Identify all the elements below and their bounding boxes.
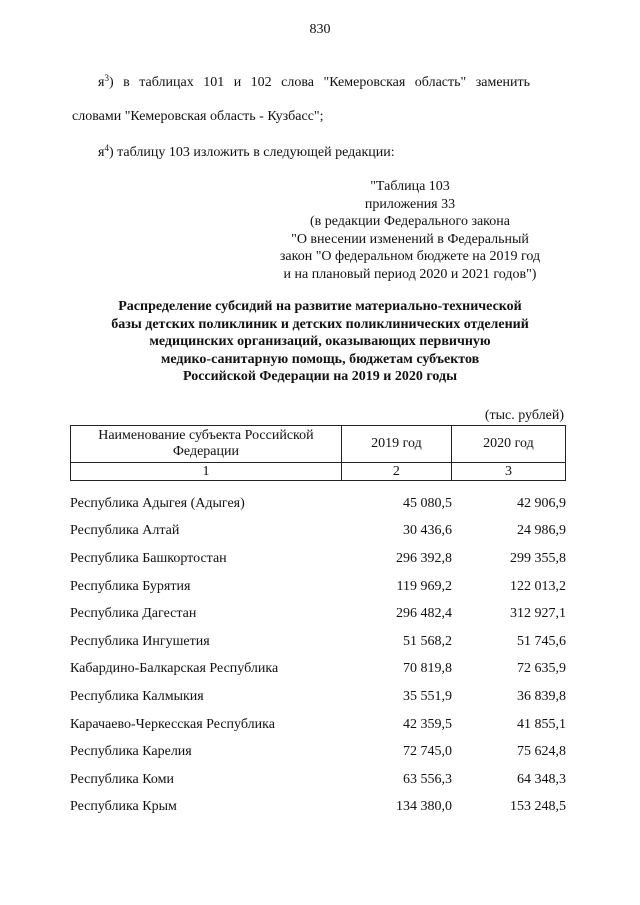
region-name: Республика Карелия: [70, 744, 192, 760]
table-row: [70, 545, 566, 573]
table-row: [70, 490, 566, 518]
table-row: [70, 600, 566, 628]
value-2020: 36 839,8: [517, 688, 566, 704]
reference-line: "О внесении изменений в Федеральный: [291, 231, 529, 247]
value-2020: 312 927,1: [510, 606, 566, 622]
region-name: Республика Алтай: [70, 523, 180, 539]
value-2019: 296 392,8: [396, 550, 452, 566]
value-2019: 45 080,5: [403, 495, 452, 511]
amendment-marker: я: [98, 75, 105, 90]
value-2019: 72 745,0: [403, 744, 452, 760]
page-number: 830: [309, 22, 331, 37]
table-row: [70, 656, 566, 684]
title-line: медико-санитарную помощь, бюджетам субъектов: [160, 351, 480, 367]
title-line: Российской Федерации на 2019 и 2020 годы: [182, 369, 457, 384]
value-2020: 299 355,8: [510, 550, 566, 566]
value-2020: 24 986,9: [517, 523, 566, 539]
table-row: [70, 711, 566, 739]
value-2019: 134 380,0: [396, 799, 452, 815]
region-name: Республика Крым: [70, 799, 177, 815]
column-number: 3: [451, 463, 565, 481]
table-row: [70, 766, 566, 794]
title-line: базы детских поликлиник и детских поликлинических отделений: [111, 316, 529, 332]
amendment-marker: я: [98, 145, 105, 160]
table-body: [70, 490, 566, 821]
region-name: Республика Дагестан: [70, 606, 197, 622]
table-row: [70, 628, 566, 656]
column-header-region: Наименование субъекта Российской Федерации: [71, 426, 342, 463]
value-2019: 35 551,9: [403, 688, 452, 704]
value-2019: 51 568,2: [403, 633, 452, 649]
title-line: медицинских организаций, оказывающих первичную: [149, 334, 491, 349]
region-name: Республика Башкортостан: [70, 550, 227, 566]
amendment-paragraph-1: [98, 75, 530, 91]
value-2019: 70 819,8: [403, 661, 452, 677]
value-2020: 41 855,1: [517, 716, 566, 732]
value-2020: 72 635,9: [517, 661, 566, 677]
value-2020: 122 013,2: [510, 578, 566, 594]
value-2019: 42 359,5: [403, 716, 452, 732]
amendment-text: ) таблицу 103 изложить в следующей редакции:: [108, 145, 395, 160]
table-row: [70, 573, 566, 601]
amendment-paragraph-1-continuation: словами "Кемеровская область - Кузбасс";: [72, 109, 324, 124]
reference-line: приложения 33: [364, 196, 456, 212]
region-name: Республика Бурятия: [70, 578, 191, 594]
column-header-2020: 2020 год: [451, 426, 565, 463]
region-name: Республика Коми: [70, 771, 174, 787]
reference-line: закон "О федеральном бюджете на 2019 год: [279, 249, 541, 264]
value-2019: 30 436,6: [403, 523, 452, 539]
amendment-superscript: 3: [104, 73, 109, 83]
reference-line: "Таблица 103: [370, 179, 450, 194]
value-2020: 75 624,8: [517, 744, 566, 760]
region-name: Карачаево-Черкесская Республика: [70, 716, 275, 732]
value-2020: 42 906,9: [517, 495, 566, 511]
table-title: [70, 298, 570, 386]
table-row: [70, 683, 566, 711]
reference-line: (в редакции Федерального закона: [310, 214, 510, 229]
value-2020: 51 745,6: [517, 633, 566, 649]
region-name: Республика Калмыкия: [70, 688, 204, 704]
table-row: [70, 518, 566, 546]
value-2020: 64 348,3: [517, 771, 566, 787]
amendment-paragraph-2: [98, 145, 395, 161]
region-name: Кабардино-Балкарская Республика: [70, 661, 279, 677]
value-2020: 153 248,5: [510, 799, 566, 815]
table-row: [70, 738, 566, 766]
column-header-2019: 2019 год: [341, 426, 451, 463]
value-2019: 119 969,2: [396, 578, 452, 594]
value-2019: 296 482,4: [396, 606, 452, 622]
column-number: 1: [71, 463, 342, 481]
amendment-superscript: 4: [104, 143, 109, 153]
table-header: [70, 425, 566, 481]
table-row: [70, 794, 566, 822]
unit-label: (тыс. рублей): [484, 408, 564, 423]
reference-line: и на плановый период 2020 и 2021 годов"): [283, 266, 537, 282]
title-line: Распределение субсидий на развитие материально-технической: [118, 299, 522, 314]
region-name: Республика Адыгея (Адыгея): [70, 495, 245, 511]
region-name: Республика Ингушетия: [70, 633, 210, 649]
column-number: 2: [341, 463, 451, 481]
table-reference-block: [260, 178, 560, 283]
value-2019: 63 556,3: [403, 771, 452, 787]
amendment-text: ) в таблицах 101 и 102 слова "Кемеровская область" заменить: [108, 75, 531, 90]
